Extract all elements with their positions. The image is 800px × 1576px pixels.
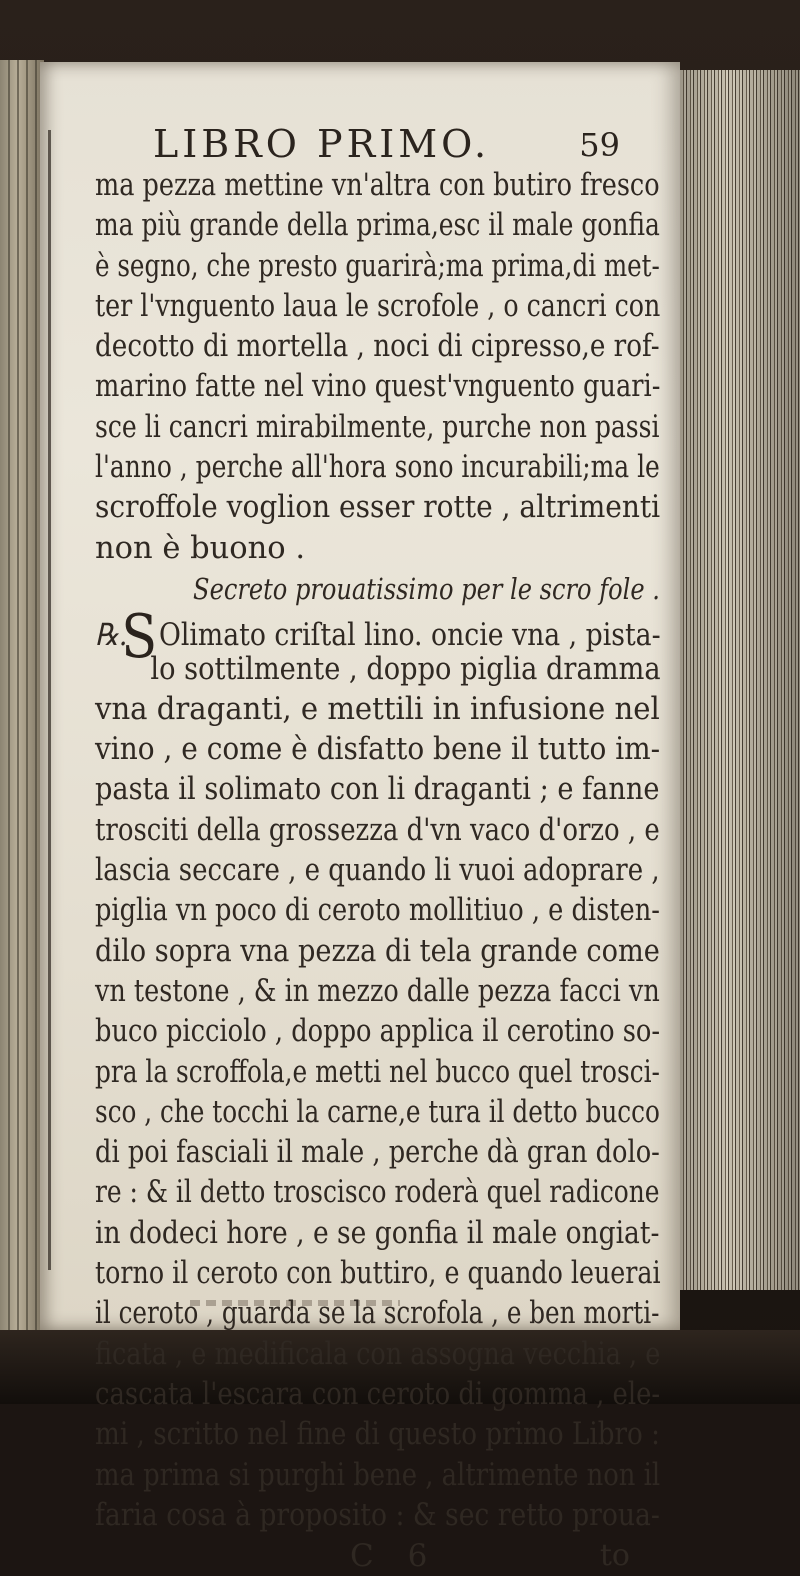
text-line: l'anno , perche all'hora sono incurabili;ma le (95, 450, 660, 486)
text-line: trosciti della grossezza d'vn vaco d'orzo , e (95, 812, 660, 848)
page-number: 59 (579, 126, 620, 164)
text-line: il ceroto , guarda se la scrofola , e ben morti- (95, 1296, 660, 1332)
drop-cap-initial: S (121, 602, 158, 673)
text-line: faria cosa à proposito : & sec retto proua- (95, 1497, 660, 1533)
text-line: mi , scritto nel fine di questo primo Libro : (95, 1417, 660, 1453)
text-line: sce li cancri mirabilmente, purche non passi (95, 409, 660, 445)
text-line: decotto di mortella , noci di cipresso,e rof- (95, 329, 660, 365)
text-line: di poi fasciali il male , perche dà gran dolo- (95, 1135, 660, 1171)
text-line: torno il ceroto con buttiro, e quando leuerai (95, 1256, 661, 1292)
signature-mark: C 6 (350, 1538, 440, 1575)
page-edges-shadow (680, 70, 800, 1290)
section-heading: Secreto prouatissimo per le scro fole . (193, 571, 660, 606)
recipe-second-line: lo sottilmente , doppo piglia dramma (150, 651, 661, 687)
text-line: vino , e come è disfatto bene il tutto im- (95, 732, 661, 768)
text-line: marino fatte nel vino quest'vnguento guari- (95, 369, 661, 405)
text-line: ma prima si purghi bene , altrimente non il (95, 1457, 661, 1493)
text-line: è segno, che presto guarirà;ma prima,di met- (95, 248, 660, 284)
text-line: ficata , e medificala con assogna vecchia , e (95, 1336, 661, 1372)
text-line: dilo sopra vna pezza di tela grande come (95, 933, 660, 969)
recipe-first-line-text: Olimato criſtal lino. oncie vna , pista- (158, 618, 661, 654)
text-line: buco picciolo , doppo applica il cerotino so- (95, 1014, 661, 1050)
text-line: in dodeci hore , e se gonfia il male ongiat- (95, 1215, 660, 1251)
text-line: lascia seccare , e quando li vuoi adoprare , (95, 853, 660, 889)
catchword: to (599, 1538, 630, 1574)
text-line: sco , che tocchi la carne,e tura il detto bucco (95, 1094, 660, 1130)
text-line: non è buono . (95, 530, 306, 566)
text-line: cascata l'escara con ceroto di gomma , ele- (95, 1376, 661, 1412)
text-line: vna draganti, e mettili in infusione nel (95, 691, 660, 727)
text-line: pra la scroffola,e metti nel bucco quel trosci- (95, 1054, 660, 1090)
page-body (95, 166, 660, 1576)
running-title: LIBRO PRIMO. (153, 122, 491, 166)
text-line: ma pezza mettine vn'altra con butiro fresco (95, 168, 660, 203)
page-margin-rule (48, 130, 51, 1270)
page-footer (95, 1536, 660, 1576)
page-header (95, 122, 655, 172)
text-line: re : & il detto troscisco roderà quel radicone (95, 1175, 660, 1211)
text-line: piglia vn poco di ceroto mollitiuo , e disten- (95, 893, 660, 929)
text-line: pasta il solimato con li draganti ; e fanne (95, 772, 660, 808)
text-line: vn testone , & in mezzo dalle pezza facci vn (95, 973, 660, 1009)
text-line: ter l'vnguento laua le scrofole , o cancri con (95, 288, 661, 324)
text-line (95, 650, 661, 690)
text-line: scroffole voglion esser rotte , altrimenti (95, 490, 661, 526)
facing-page-edge (0, 60, 44, 1330)
text-line: ma più grande della prima,esc il male gonfia (95, 208, 660, 244)
recipe-symbol: ℞. (95, 618, 128, 654)
